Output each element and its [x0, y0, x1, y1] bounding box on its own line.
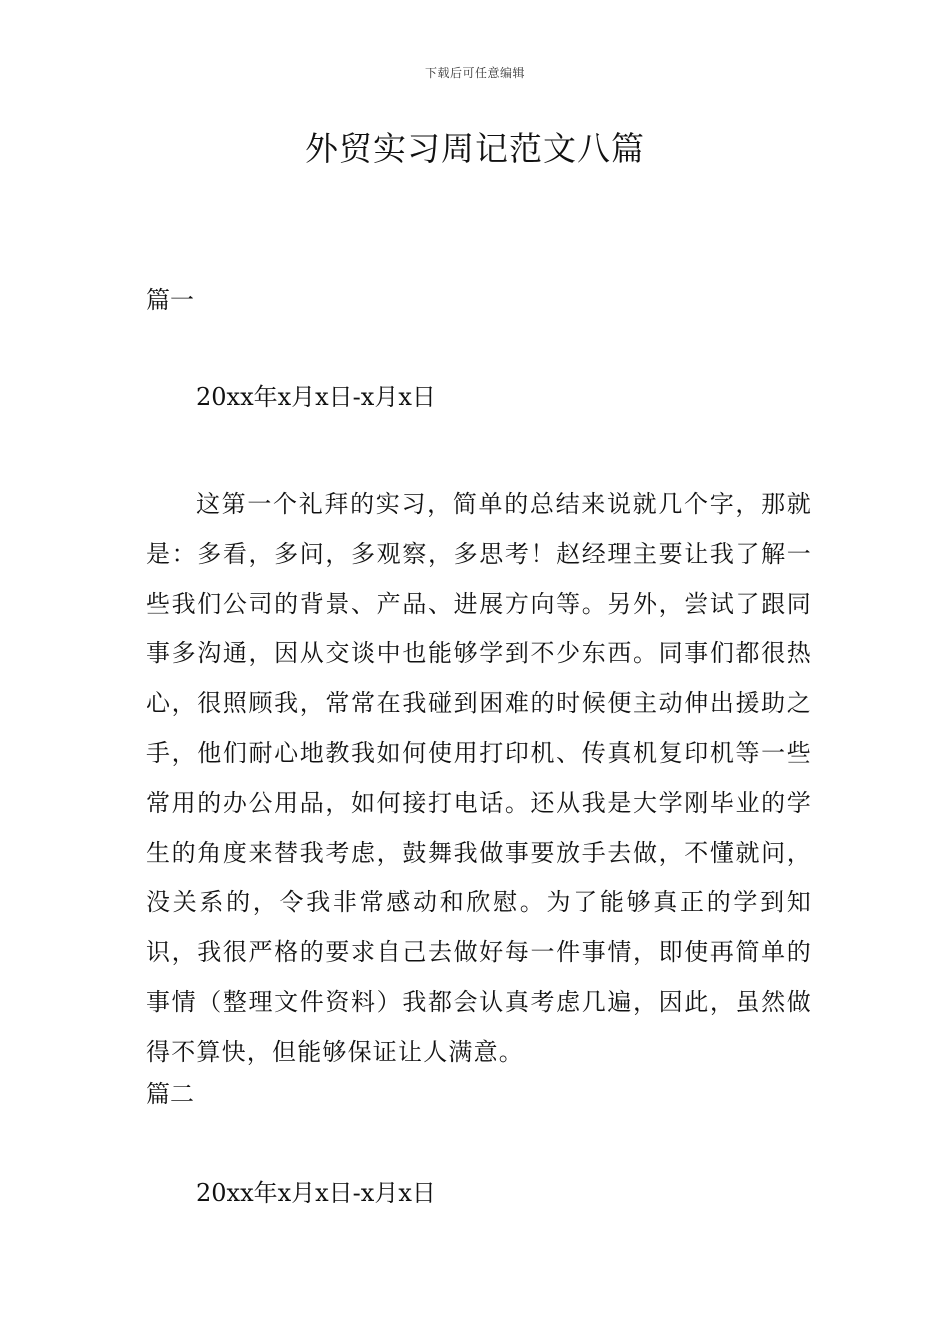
section-2-date-range: 20xx年x月x日-x月x日	[196, 1179, 436, 1207]
document-title: 外贸实习周记范文八篇	[305, 129, 645, 168]
page-header-note: 下载后可任意编辑	[424, 66, 525, 80]
section-1-paragraph: 这第一个礼拜的实习，简单的总结来说就几个字，那就是：多看，多问，多观察，多思考！赵经理主要让我了解一些我们公司的背景、产品、进展方向等。另外，尝试了跟同事多沟通，因从交谈中也能够学到不少东西。同事们都很热心，很照顾我，常常在我碰到困难的时候便主动伸出援助之手，他们耐心地教我如何使用打印机、传真机复印机等一些常用的办公用品，如何接打电话。还从我是大学刚毕业的学生的角度来替我考虑，鼓舞我做事要放手去做，不懂就问，没关系的，令我非常感动和欣慰。为了能够真正的学到知识，我很严格的要求自己去做好每一件事情，即使再简单的事情（整理文件资料）我都会认真考虑几遍，因此，虽然做得不算快，但能够保证让人满意。	[146, 490, 812, 1066]
section-1-date-range: 20xx年x月x日-x月x日	[196, 383, 436, 411]
section-heading-1: 篇一	[146, 286, 194, 314]
section-heading-2: 篇二	[146, 1080, 194, 1108]
